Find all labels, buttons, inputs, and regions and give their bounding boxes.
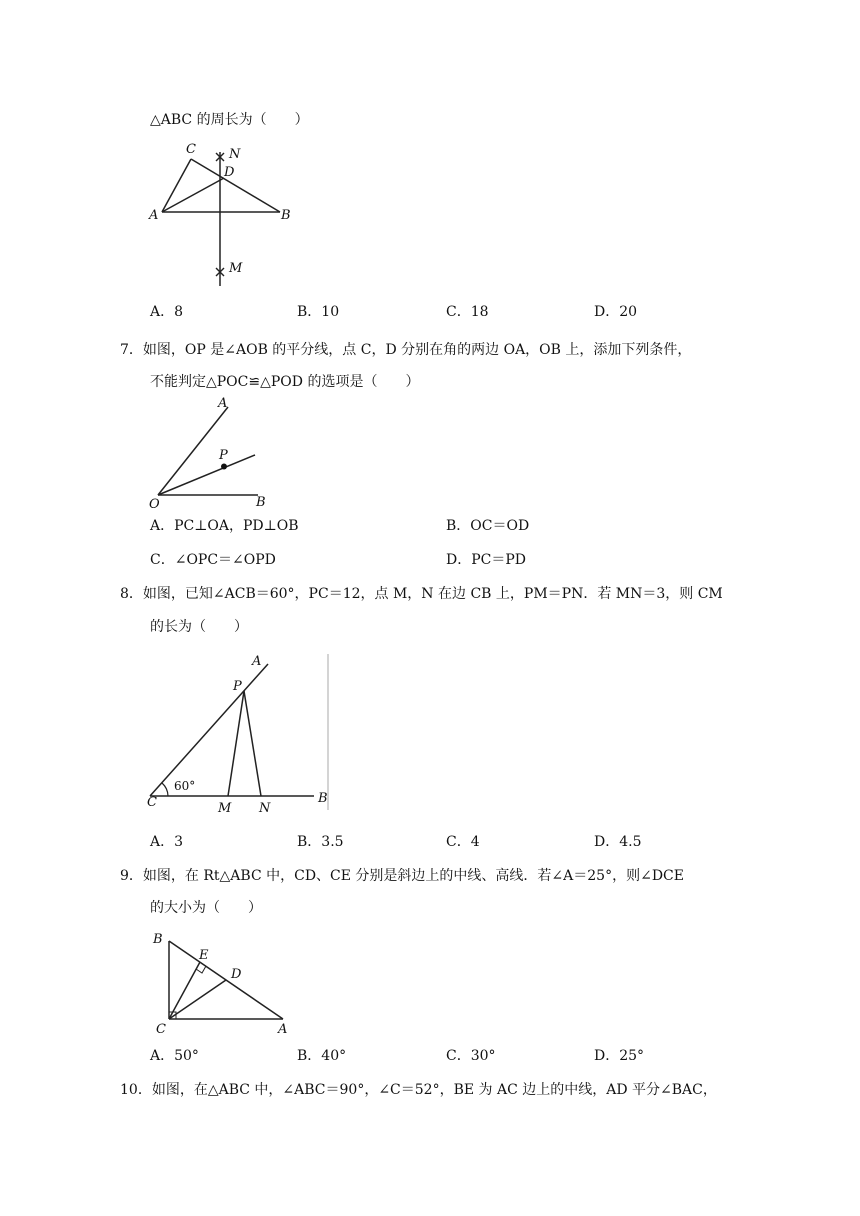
q8-label-c: C	[147, 795, 157, 810]
q6-label-m: M	[229, 261, 243, 276]
q8-option-c[interactable]: C．4	[446, 834, 480, 850]
q8-stem-line2: 的长为（ ）	[150, 619, 248, 635]
q9-label-c: C	[156, 1022, 166, 1037]
q7-label-p: P	[219, 448, 228, 463]
q7-stem-line1: 7．如图，OP 是∠AOB 的平分线，点 C，D 分别在角的两边 OA，OB 上，添加下列条件，	[120, 342, 692, 358]
q8-label-p: P	[233, 679, 242, 694]
q8-label-a: A	[252, 654, 262, 669]
q7-figure	[140, 395, 280, 515]
q6-option-b[interactable]: B．10	[297, 304, 340, 320]
q6-label-d: D	[224, 165, 235, 180]
q9-option-b[interactable]: B．40°	[297, 1048, 347, 1064]
q7-option-c[interactable]: C．∠OPC＝∠OPD	[150, 552, 276, 568]
q8-option-b[interactable]: B．3.5	[297, 834, 344, 850]
q7-stem-line2: 不能判定△POC≌△POD 的选项是（ ）	[150, 374, 420, 390]
q9-stem-line2: 的大小为（ ）	[150, 900, 262, 916]
q7-label-b: B	[256, 495, 266, 510]
q9-option-c[interactable]: C．30°	[446, 1048, 496, 1064]
q6-stem: △ABC 的周长为（ ）	[150, 112, 309, 128]
q6-option-c[interactable]: C．18	[446, 304, 489, 320]
q6-option-a[interactable]: A．8	[150, 304, 184, 320]
q9-option-a[interactable]: A．50°	[150, 1048, 199, 1064]
q9-label-a: A	[278, 1022, 288, 1037]
q7-option-b[interactable]: B．OC＝OD	[446, 518, 530, 534]
q7-option-d[interactable]: D．PC＝PD	[446, 552, 527, 568]
q10-stem-line1: 10．如图，在△ABC 中，∠ABC＝90°，∠C＝52°，BE 为 AC 边上的中线，AD 平分∠BAC，	[120, 1082, 717, 1098]
q8-label-n: N	[259, 801, 271, 816]
q6-label-n: N	[229, 147, 241, 162]
q9-label-e: E	[199, 948, 209, 963]
q9-label-d: D	[231, 967, 242, 982]
q8-option-a[interactable]: A．3	[150, 834, 184, 850]
q9-option-d[interactable]: D．25°	[594, 1048, 645, 1064]
q9-figure	[140, 925, 310, 1037]
q6-figure	[140, 140, 310, 290]
q9-stem-line1: 9．如图，在 Rt△ABC 中，CD、CE 分别是斜边上的中线、高线．若∠A＝25°，则∠DCE	[120, 868, 684, 884]
q6-label-c: C	[186, 142, 196, 157]
q7-label-o: O	[149, 497, 160, 512]
q8-option-d[interactable]: D．4.5	[594, 834, 642, 850]
q8-figure	[140, 650, 340, 820]
q6-label-b: B	[281, 208, 291, 223]
q7-label-a: A	[218, 396, 228, 411]
q6-option-d[interactable]: D．20	[594, 304, 638, 320]
q8-label-angle: 60°	[174, 779, 196, 793]
q9-label-b: B	[153, 932, 163, 947]
q8-label-b: B	[318, 791, 328, 806]
q8-stem-line1: 8．如图，已知∠ACB＝60°，PC＝12，点 M，N 在边 CB 上，PM＝PN．若 MN＝3，则 CM	[120, 586, 723, 602]
q8-label-m: M	[218, 801, 232, 816]
q7-option-a[interactable]: A．PC⊥OA，PD⊥OB	[150, 518, 299, 534]
q6-label-a: A	[149, 208, 159, 223]
